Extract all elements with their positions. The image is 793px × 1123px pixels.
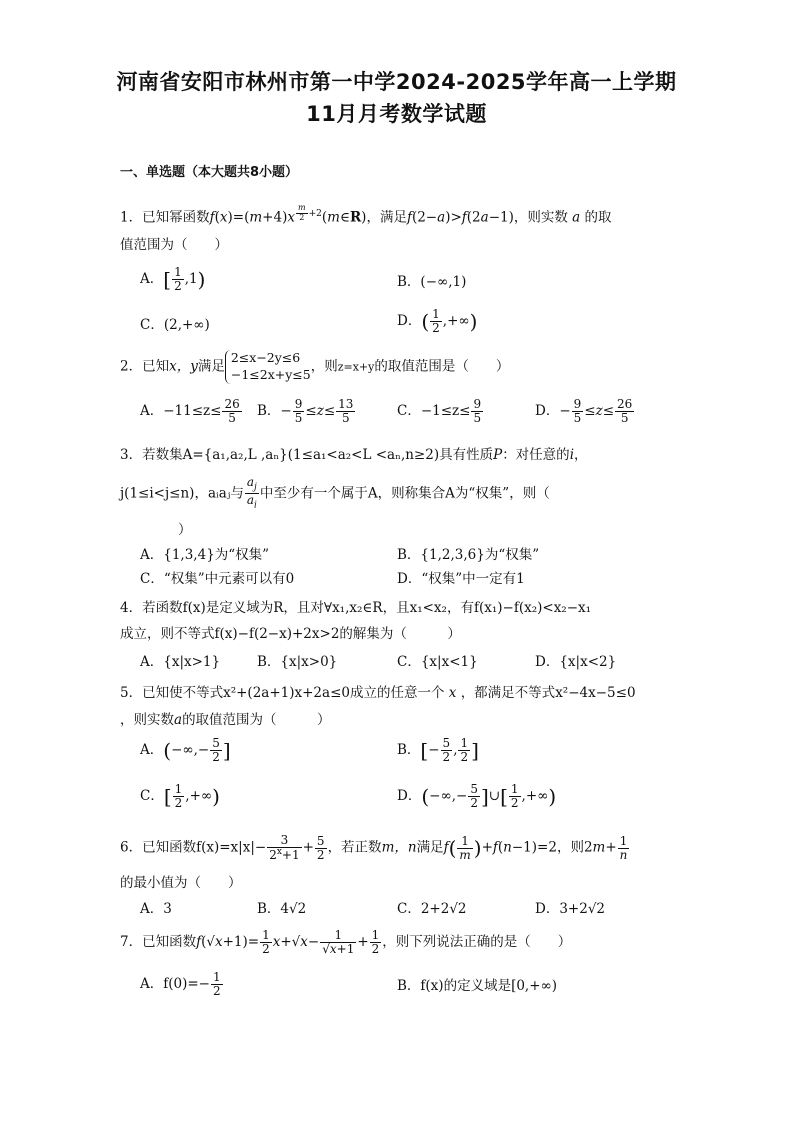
q1-option-d[interactable]: D．( $\frac{1}{2}$ ,+∞) <box>397 307 478 336</box>
q2-option-d[interactable]: D．− $\frac{9}{5}$ ≤z≤ $\frac{26}{5}$ <box>535 397 633 426</box>
q4-option-a[interactable]: A．{x|x>1} <box>140 654 221 670</box>
q3-stem: 3．若数集A={a₁,a₂,L ,aₙ}(1≤a₁<a₂<L <aₙ,n≥2)具有性质P：对任意的i， <box>120 447 588 463</box>
q2-option-b[interactable]: B．− $\frac{9}{5}$ ≤z≤ $\frac{13}{5}$ <box>257 397 354 426</box>
q5-option-b[interactable]: B．[− $\frac{5}{2}$ , $\frac{1}{2}$ ] <box>397 736 479 765</box>
q4-option-c[interactable]: C．{x|x<1} <box>397 654 478 670</box>
q4-option-d[interactable]: D．{x|x<2} <box>535 654 617 670</box>
q5-option-a[interactable]: A．(−∞,− $\frac{5}{2}$ ] <box>140 736 231 765</box>
q3-option-b[interactable]: B．{1,2,3,6}为“权集” <box>397 547 540 563</box>
q3-option-a[interactable]: A．{1,3,4}为“权集” <box>140 547 270 563</box>
q6-option-c[interactable]: C．2+2√2 <box>397 901 467 917</box>
q4-stem-line2: 成立，则不等式f(x)−f(2−x)+2x>2的解集为（ ） <box>120 626 461 642</box>
q3-stem-line2: j(1≤i<j≤n)，aᵢaⱼ与 $\frac{a_j}{a_i}$ 中至少有一个属于A，则称集合A为“权集”，则（ <box>120 475 550 511</box>
q1-stem-line2: 值范围为（ ） <box>120 237 228 253</box>
q3-option-d[interactable]: D．“权集”中一定有1 <box>397 571 525 587</box>
q6-stem: 6．已知函数f(x)=x|x|− $\frac{3}{2^x+1}$ + $\frac{5}{2}$ ，若正数m，n满足f( $\frac{1}{m}$ )+f(n−1)=2，则2m+ $\frac{1}{n}$ <box>120 833 628 863</box>
q5-stem: 5．已知使不等式x²+(2a+1)x+2a≤0成立的任意一个 x ，都满足不等式x²−4x−5≤0 <box>120 685 636 701</box>
q1-option-c[interactable]: C．(2,+∞) <box>140 317 210 333</box>
q5-option-c[interactable]: C．[ $\frac{1}{2}$ ,+∞) <box>140 782 220 811</box>
q6-stem-line2: 的最小值为（ ） <box>120 875 242 891</box>
q4-option-b[interactable]: B．{x|x>0} <box>257 654 338 670</box>
q7-option-b[interactable]: B．f(x)的定义域是[0,+∞) <box>397 978 558 994</box>
q3-option-c[interactable]: C．“权集”中元素可以有0 <box>140 571 295 587</box>
q3-stem-line3: ） <box>178 522 192 538</box>
q6-option-d[interactable]: D．3+2√2 <box>535 901 606 917</box>
q5-option-d[interactable]: D．(−∞,− $\frac{5}{2}$ ]∪[ $\frac{1}{2}$ ,+∞) <box>397 782 557 811</box>
q5-stem-line2: ，则实数a的取值范围为（ ） <box>120 712 331 728</box>
q7-stem: 7．已知函数f(√x+1)= $\frac{1}{2}$ x+√x− $\frac{1}{√x+1}$ + $\frac{1}{2}$ ，则下列说法正确的是（ ） <box>120 928 572 957</box>
q2-option-c[interactable]: C．−1≤z≤ $\frac{9}{5}$ <box>397 397 482 426</box>
exam-title-line2: 11月月考数学试题 <box>306 102 487 126</box>
exam-title-line1: 河南省安阳市林州市第一中学2024-2025学年高一上学期 <box>116 70 677 94</box>
q2-option-a[interactable]: A．−11≤z≤ $\frac{26}{5}$ <box>140 397 240 426</box>
q1-option-b[interactable]: B．(−∞,1) <box>397 274 467 290</box>
q6-option-a[interactable]: A．3 <box>140 901 172 917</box>
q2-stem: 2．已知x，y满足2≤x−2y≤6 −1≤2x+y≤5，则z=x+y的取值范围是（ ） <box>120 350 510 382</box>
q6-option-b[interactable]: B．4√2 <box>257 901 307 917</box>
q4-stem: 4．若函数f(x)是定义域为R，且对∀x₁,x₂∈R，且x₁<x₂，有f(x₁)−f(x₂)<x₂−x₁ <box>120 600 592 616</box>
q7-option-a[interactable]: A．f(0)=− $\frac{1}{2}$ <box>140 970 221 999</box>
q1-stem: 1．已知幂函数f(x)=(m+4)x $^{\frac{m}{2} +2}$(m∈R)，满足f(2−a)>f(2a−1)，则实数 a 的取 <box>120 203 612 226</box>
q1-option-a[interactable]: A．[ $\frac{1}{2}$ ,1) <box>140 265 206 294</box>
section-heading: 一、单选题（本大题共8小题） <box>120 165 299 180</box>
